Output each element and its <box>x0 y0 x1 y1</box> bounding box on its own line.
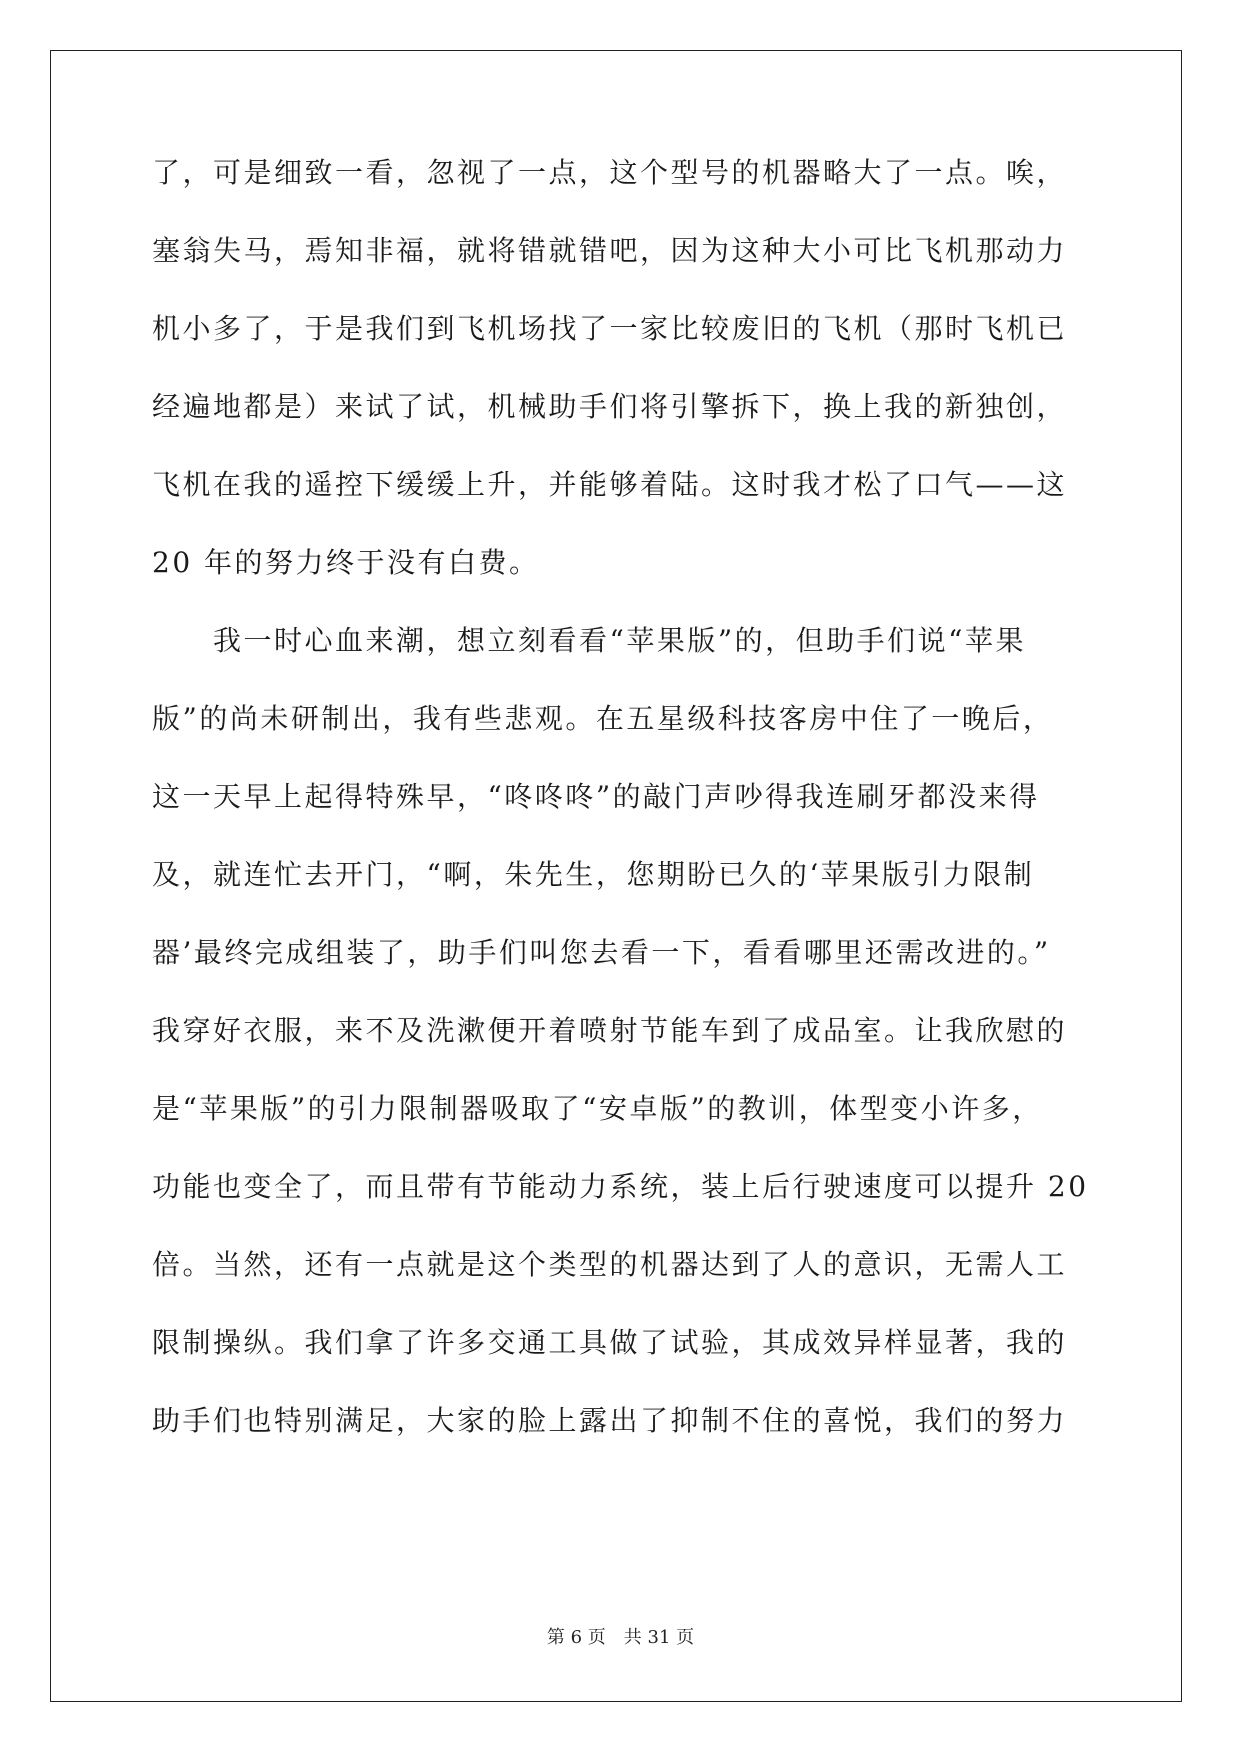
text-line: 助手们也特别满足，大家的脸上露出了抑制不住的喜悦，我们的努力 <box>152 1404 1068 1437</box>
text-line: 这一天早上起得特殊早，“咚咚咚”的敲门声吵得我连刷牙都没来得 <box>152 780 1040 813</box>
text-line: 我一时心血来潮，想立刻看看“苹果版”的，但助手们说“苹果 <box>152 624 1026 657</box>
text-line: 版”的尚未研制出，我有些悲观。在五星级科技客房中住了一晚后， <box>152 702 1054 735</box>
text-line: 功能也变全了，而且带有节能动力系统，装上后行驶速度可以提升 20 <box>152 1170 1089 1203</box>
page-number-footer: 第 6 页 共 31 页 <box>546 1627 695 1648</box>
text-line: 了，可是细致一看，忽视了一点，这个型号的机器略大了一点。唉， <box>152 156 1068 189</box>
text-line: 倍。当然，还有一点就是这个类型的机器达到了人的意识，无需人工 <box>152 1248 1068 1281</box>
text-line: 塞翁失马，焉知非福，就将错就错吧，因为这种大小可比飞机那动力 <box>152 234 1068 267</box>
text-line: 及，就连忙去开门，“啊，朱先生，您期盼已久的‘苹果版引力限制 <box>152 858 1035 891</box>
text-line: 20 年的努力终于没有白费。 <box>152 546 540 579</box>
text-line: 机小多了，于是我们到飞机场找了一家比较废旧的飞机（那时飞机已 <box>152 312 1068 345</box>
text-line: 我穿好衣服，来不及洗漱便开着喷射节能车到了成品室。让我欣慰的 <box>152 1014 1068 1047</box>
text-line: 是“苹果版”的引力限制器吸取了“安卓版”的教训，体型变小许多， <box>152 1092 1043 1125</box>
text-line: 限制操纵。我们拿了许多交通工具做了试验，其成效异样显著，我的 <box>152 1326 1068 1359</box>
text-line: 器’最终完成组装了，助手们叫您去看一下，看看哪里还需改进的。” <box>152 936 1051 969</box>
text-line: 飞机在我的遥控下缓缓上升，并能够着陆。这时我才松了口气——这 <box>152 468 1068 501</box>
document-body <box>152 153 1088 1479</box>
text-line: 经遍地都是）来试了试，机械助手们将引擎拆下，换上我的新独创， <box>152 390 1068 423</box>
